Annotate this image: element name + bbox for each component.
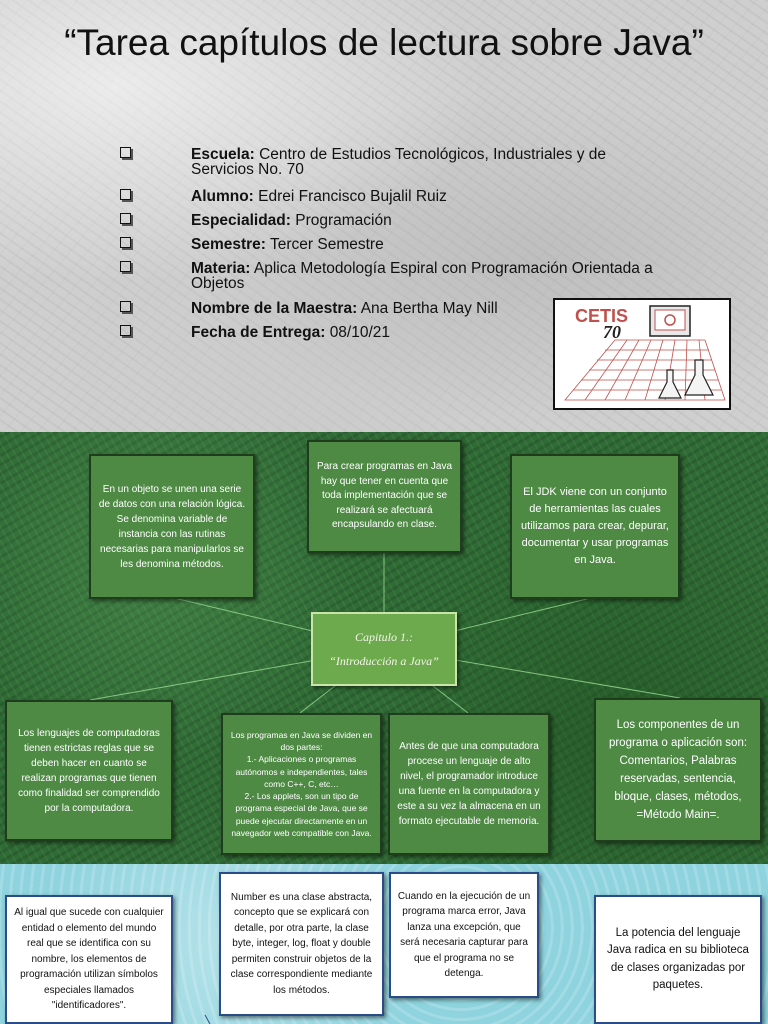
box-programas-partes: Los programas en Java se dividen en dos partes: 1.- Aplicaciones o programas autónomos e independientes, tales como C++, C, etc… 2.- Los applets, son un tipo de programa especial de Java, que se puede ejecutar directamente en un navegador web compatible con Java. [221, 713, 382, 855]
center-chapter-node: Capitulo 1.: “Introducción a Java” [311, 612, 457, 686]
checkbox-bullet-icon [120, 261, 131, 272]
box-excepcion: Cuando en la ejecución de un programa marca error, Java lanza una excepción, que será necesaria capturar para que el programa no se detenga. [389, 872, 539, 998]
header-marble: “Tarea capítulos de lectura sobre Java” Escuela: Centro de Estudios Tecnológicos, Industriales y de Servicios No. 70 Alumno: Edrei Francisco Bujalil Ruiz Especialidad: Programación Semestre: Tercer Semestre Materia: Aplica Metodología Espiral con Programación Orientada a Objetos Nombre de la Maestra: Ana Bertha May Nill Fecha de Entrega: 08/10/21 CETIS 70 [0, 0, 768, 432]
cetis-logo-text: CETIS [575, 306, 629, 326]
box-jdk: El JDK viene con un conjunto de herramientas las cuales utilizamos para crear, depurar, documentar y usar programas en Java. [510, 454, 680, 599]
checkbox-bullet-icon [120, 189, 131, 200]
checkbox-bullet-icon [120, 325, 131, 336]
box-lenguajes: Los lenguajes de computadoras tienen estrictas reglas que se deben hacer en cuanto se realizan programas que tienen como finalidad ser comprendido por la computadora. [5, 700, 173, 841]
checkbox-bullet-icon [120, 301, 131, 312]
box-antes: Antes de que una computadora procese un lenguaje de alto nivel, el programador introduce una fuente en la computadora y este a su vez la almacena en un formato ejecutable de memoria. [388, 713, 550, 855]
checkbox-bullet-icon [120, 147, 131, 158]
box-componentes: Los componentes de un programa o aplicación son: Comentarios, Palabras reservadas, sentencia, bloque, clases, métodos, =Método Main=. [594, 698, 762, 842]
box-potencia: La potencia del lenguaje Java radica en su biblioteca de clases organizadas por paquetes. [594, 895, 762, 1024]
checkbox-bullet-icon [120, 213, 131, 224]
cetis-logo-icon [555, 300, 729, 408]
checkbox-bullet-icon [120, 237, 131, 248]
box-crear-programas: Para crear programas en Java hay que tener en cuenta que toda implementación que se realizará se afectuará encapsulando en clase. [307, 440, 462, 553]
box-objeto: En un objeto se unen una serie de datos con una relación lógica. Se denomina variable de instancia con las rutinas necesarias para manipularlos se les denomina métodos. [89, 454, 255, 599]
box-identificadores: Al igual que sucede con cualquier entidad o elemento del mundo real que se identifica con su nombre, los elementos de programación utilizan símbolos especiales llamados "identificadores". [5, 895, 173, 1024]
cetis-logo [553, 298, 731, 410]
cetis-logo-number: 70 [603, 322, 621, 342]
page-title: “Tarea capítulos de lectura sobre Java” [64, 22, 704, 63]
box-number: Number es una clase abstracta, concepto que se explicará con detalle, por otra parte, la clase byte, integer, log, float y double permiten construir objetos de la clase correspondiente mediante los métodos. [219, 872, 384, 1016]
